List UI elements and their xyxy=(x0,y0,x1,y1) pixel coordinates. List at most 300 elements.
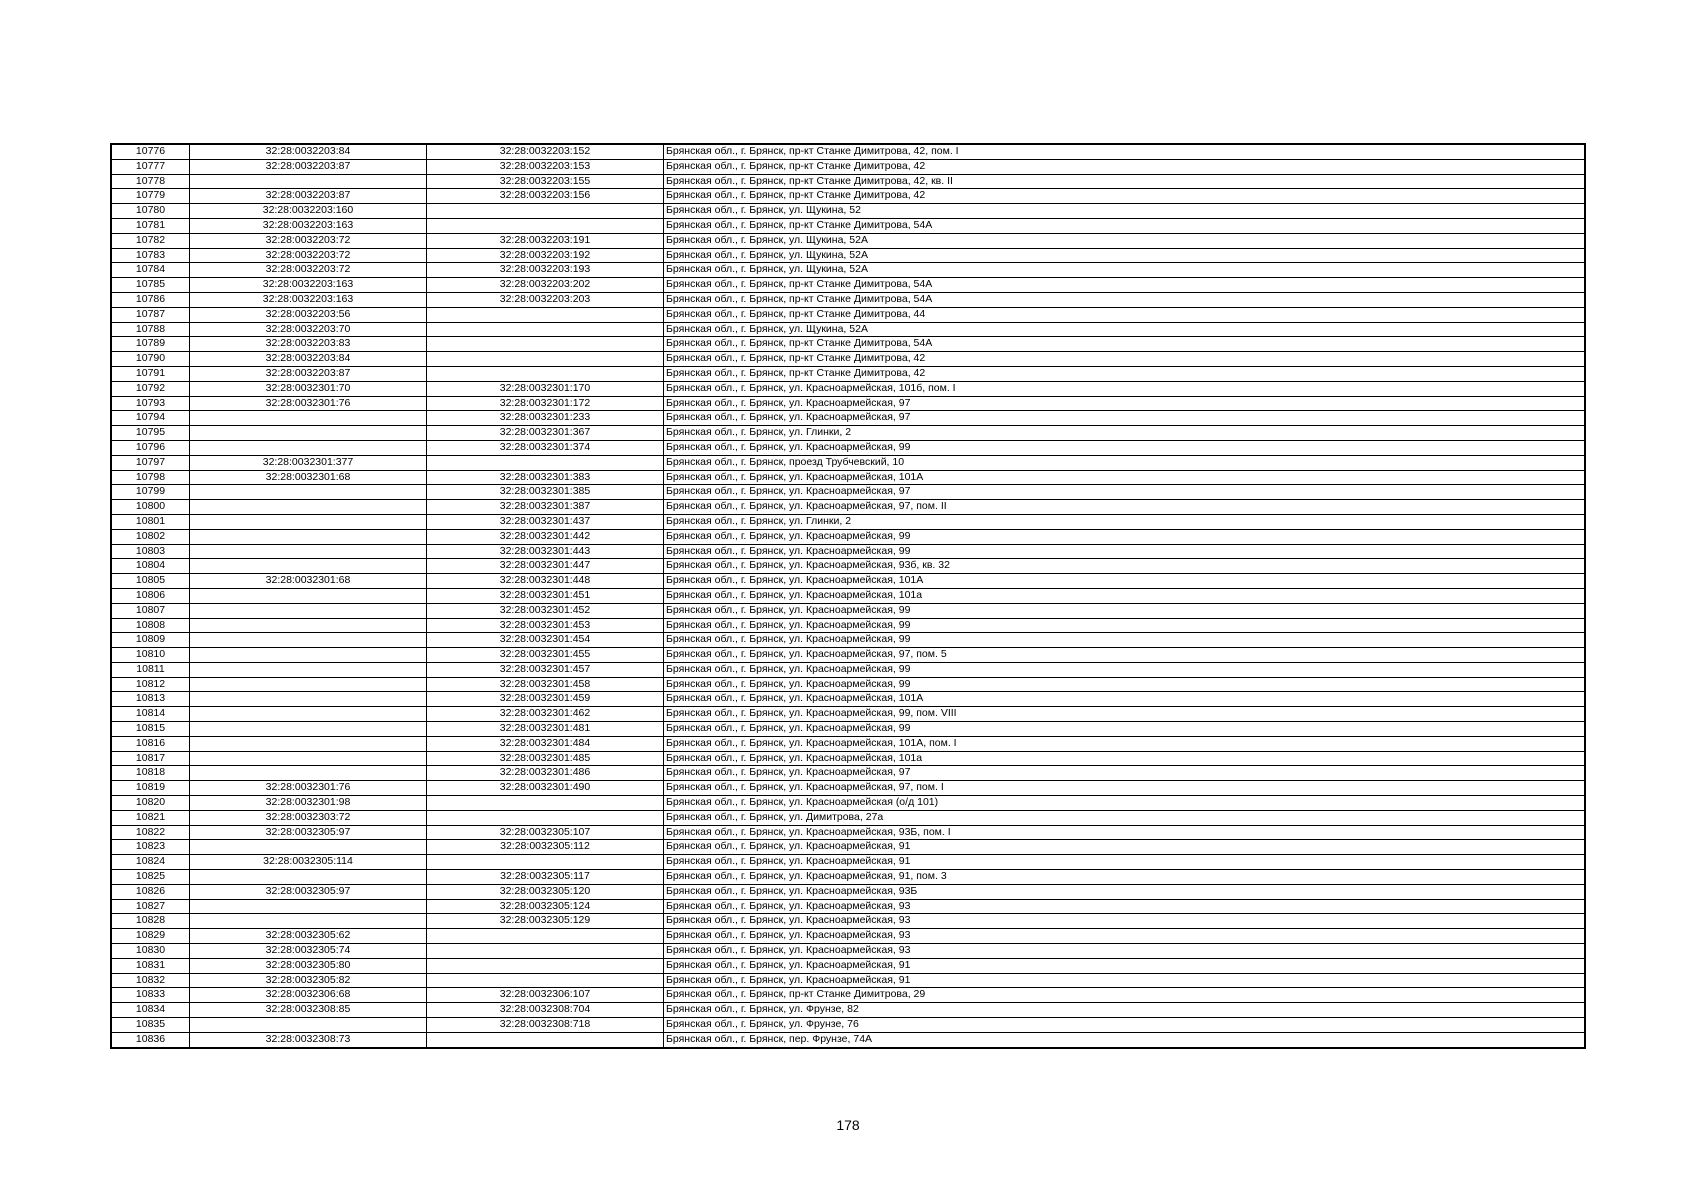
cadastral-number-b-cell: 32:28:0032301:172 xyxy=(427,396,664,411)
cadastral-number-a-cell: 32:28:0032203:72 xyxy=(190,248,427,263)
cadastral-number-a-cell: 32:28:0032306:68 xyxy=(190,988,427,1003)
cadastral-number-a-cell xyxy=(190,559,427,574)
table-row xyxy=(111,944,1585,959)
cadastral-number-a-cell: 32:28:0032203:72 xyxy=(190,233,427,248)
cadastral-number-b-cell: 32:28:0032301:486 xyxy=(427,766,664,781)
row-number-cell: 10804 xyxy=(111,559,190,574)
cadastral-number-b-cell: 32:28:0032308:704 xyxy=(427,1003,664,1018)
cadastral-number-b-cell xyxy=(427,944,664,959)
cadastral-number-b-cell: 32:28:0032305:112 xyxy=(427,840,664,855)
cadastral-number-b-cell xyxy=(427,307,664,322)
row-number-cell: 10782 xyxy=(111,233,190,248)
row-number-cell: 10783 xyxy=(111,248,190,263)
address-cell: Брянская обл., г. Брянск, ул. Красноармейская, 97 xyxy=(664,485,1586,500)
table-body xyxy=(111,144,1585,1048)
table-row xyxy=(111,692,1585,707)
row-number-cell: 10789 xyxy=(111,337,190,352)
address-cell: Брянская обл., г. Брянск, ул. Красноармейская, 97 xyxy=(664,411,1586,426)
table-row xyxy=(111,707,1585,722)
table-row xyxy=(111,159,1585,174)
row-number-cell: 10824 xyxy=(111,855,190,870)
row-number-cell: 10796 xyxy=(111,440,190,455)
cadastral-number-a-cell: 32:28:0032203:83 xyxy=(190,337,427,352)
row-number-cell: 10820 xyxy=(111,796,190,811)
cadastral-number-b-cell: 32:28:0032301:448 xyxy=(427,574,664,589)
cadastral-number-b-cell: 32:28:0032203:153 xyxy=(427,159,664,174)
address-cell: Брянская обл., г. Брянск, ул. Красноармейская, 91 xyxy=(664,958,1586,973)
row-number-cell: 10829 xyxy=(111,929,190,944)
cadastral-number-b-cell: 32:28:0032301:442 xyxy=(427,529,664,544)
address-cell: Брянская обл., г. Брянск, пр-кт Станке Димитрова, 54А xyxy=(664,292,1586,307)
row-number-cell: 10823 xyxy=(111,840,190,855)
cadastral-number-b-cell: 32:28:0032308:718 xyxy=(427,1018,664,1033)
cadastral-number-b-cell xyxy=(427,958,664,973)
address-cell: Брянская обл., г. Брянск, ул. Красноармейская, 97 xyxy=(664,396,1586,411)
cadastral-number-b-cell xyxy=(427,322,664,337)
address-cell: Брянская обл., г. Брянск, ул. Глинки, 2 xyxy=(664,426,1586,441)
cadastral-number-b-cell: 32:28:0032203:203 xyxy=(427,292,664,307)
row-number-cell: 10778 xyxy=(111,174,190,189)
cadastral-number-a-cell xyxy=(190,736,427,751)
row-number-cell: 10821 xyxy=(111,810,190,825)
cadastral-number-b-cell xyxy=(427,218,664,233)
address-cell: Брянская обл., г. Брянск, ул. Глинки, 2 xyxy=(664,514,1586,529)
page-number: 178 xyxy=(836,1117,860,1133)
row-number-cell: 10827 xyxy=(111,899,190,914)
address-cell: Брянская обл., г. Брянск, ул. Щукина, 52А xyxy=(664,263,1586,278)
cadastral-number-b-cell: 32:28:0032301:374 xyxy=(427,440,664,455)
address-cell: Брянская обл., г. Брянск, ул. Красноармейская, 101б, пом. I xyxy=(664,381,1586,396)
row-number-cell: 10819 xyxy=(111,781,190,796)
table-row xyxy=(111,588,1585,603)
row-number-cell: 10806 xyxy=(111,588,190,603)
cadastral-number-b-cell: 32:28:0032301:437 xyxy=(427,514,664,529)
row-number-cell: 10780 xyxy=(111,204,190,219)
row-number-cell: 10816 xyxy=(111,736,190,751)
cadastral-number-a-cell: 32:28:0032301:68 xyxy=(190,470,427,485)
address-cell: Брянская обл., г. Брянск, проезд Трубчевский, 10 xyxy=(664,455,1586,470)
table-row xyxy=(111,278,1585,293)
table-row xyxy=(111,736,1585,751)
cadastral-number-a-cell: 32:28:0032305:82 xyxy=(190,973,427,988)
table-row xyxy=(111,455,1585,470)
table-row xyxy=(111,1003,1585,1018)
address-cell: Брянская обл., г. Брянск, ул. Красноармейская, 91, пом. 3 xyxy=(664,870,1586,885)
row-number-cell: 10777 xyxy=(111,159,190,174)
address-cell: Брянская обл., г. Брянск, ул. Красноармейская, 97, пом. 5 xyxy=(664,648,1586,663)
cadastral-number-a-cell: 32:28:0032203:87 xyxy=(190,189,427,204)
address-cell: Брянская обл., г. Брянск, пр-кт Станке Димитрова, 29 xyxy=(664,988,1586,1003)
table-row xyxy=(111,352,1585,367)
table-row xyxy=(111,840,1585,855)
row-number-cell: 10834 xyxy=(111,1003,190,1018)
table-row xyxy=(111,544,1585,559)
table-row xyxy=(111,307,1585,322)
address-cell: Брянская обл., г. Брянск, ул. Красноармейская, 93 xyxy=(664,914,1586,929)
row-number-cell: 10779 xyxy=(111,189,190,204)
address-cell: Брянская обл., г. Брянск, ул. Щукина, 52А xyxy=(664,322,1586,337)
address-cell: Брянская обл., г. Брянск, ул. Красноармейская, 99, пом. VIII xyxy=(664,707,1586,722)
cadastral-number-a-cell xyxy=(190,544,427,559)
cadastral-number-a-cell: 32:28:0032203:84 xyxy=(190,352,427,367)
cadastral-number-a-cell xyxy=(190,648,427,663)
cadastral-number-b-cell: 32:28:0032305:120 xyxy=(427,884,664,899)
address-cell: Брянская обл., г. Брянск, ул. Фрунзе, 82 xyxy=(664,1003,1586,1018)
table-row xyxy=(111,958,1585,973)
address-cell: Брянская обл., г. Брянск, ул. Щукина, 52 xyxy=(664,204,1586,219)
cadastral-number-b-cell: 32:28:0032301:383 xyxy=(427,470,664,485)
cadastral-table xyxy=(110,143,1586,1049)
table-row xyxy=(111,529,1585,544)
row-number-cell: 10830 xyxy=(111,944,190,959)
row-number-cell: 10811 xyxy=(111,662,190,677)
address-cell: Брянская обл., г. Брянск, ул. Красноармейская, 93Б xyxy=(664,884,1586,899)
row-number-cell: 10807 xyxy=(111,603,190,618)
row-number-cell: 10793 xyxy=(111,396,190,411)
address-cell: Брянская обл., г. Брянск, ул. Щукина, 52А xyxy=(664,248,1586,263)
table-row xyxy=(111,1018,1585,1033)
address-cell: Брянская обл., г. Брянск, ул. Красноармейская, 91 xyxy=(664,973,1586,988)
address-cell: Брянская обл., г. Брянск, пер. Фрунзе, 74А xyxy=(664,1032,1586,1047)
cadastral-number-a-cell: 32:28:0032301:76 xyxy=(190,396,427,411)
row-number-cell: 10818 xyxy=(111,766,190,781)
cadastral-number-a-cell: 32:28:0032305:97 xyxy=(190,825,427,840)
table-row xyxy=(111,914,1585,929)
table-row xyxy=(111,559,1585,574)
address-cell: Брянская обл., г. Брянск, пр-кт Станке Димитрова, 42 xyxy=(664,366,1586,381)
address-cell: Брянская обл., г. Брянск, пр-кт Станке Димитрова, 42 xyxy=(664,189,1586,204)
row-number-cell: 10825 xyxy=(111,870,190,885)
table-row xyxy=(111,574,1585,589)
address-cell: Брянская обл., г. Брянск, ул. Красноармейская, 97, пом. I xyxy=(664,781,1586,796)
address-cell: Брянская обл., г. Брянск, ул. Красноармейская, 99 xyxy=(664,677,1586,692)
cadastral-number-a-cell: 32:28:0032203:163 xyxy=(190,218,427,233)
cadastral-number-a-cell xyxy=(190,529,427,544)
cadastral-number-a-cell xyxy=(190,766,427,781)
cadastral-number-b-cell: 32:28:0032301:385 xyxy=(427,485,664,500)
cadastral-number-b-cell xyxy=(427,204,664,219)
cadastral-number-a-cell: 32:28:0032203:84 xyxy=(190,144,427,159)
row-number-cell: 10817 xyxy=(111,751,190,766)
row-number-cell: 10792 xyxy=(111,381,190,396)
cadastral-number-a-cell xyxy=(190,426,427,441)
cadastral-number-b-cell: 32:28:0032305:117 xyxy=(427,870,664,885)
cadastral-number-a-cell xyxy=(190,722,427,737)
cadastral-number-b-cell xyxy=(427,855,664,870)
cadastral-number-a-cell xyxy=(190,677,427,692)
cadastral-number-b-cell: 32:28:0032301:459 xyxy=(427,692,664,707)
cadastral-number-b-cell: 32:28:0032301:462 xyxy=(427,707,664,722)
cadastral-number-b-cell xyxy=(427,455,664,470)
cadastral-number-a-cell xyxy=(190,500,427,515)
table-row xyxy=(111,337,1585,352)
table-row xyxy=(111,514,1585,529)
address-cell: Брянская обл., г. Брянск, ул. Красноармейская, 99 xyxy=(664,603,1586,618)
address-cell: Брянская обл., г. Брянск, ул. Красноармейская, 93 xyxy=(664,929,1586,944)
address-cell: Брянская обл., г. Брянск, ул. Красноармейская, 101а xyxy=(664,588,1586,603)
cadastral-number-a-cell: 32:28:0032203:70 xyxy=(190,322,427,337)
cadastral-number-a-cell: 32:28:0032203:87 xyxy=(190,366,427,381)
cadastral-number-a-cell: 32:28:0032305:114 xyxy=(190,855,427,870)
table-row xyxy=(111,1032,1585,1047)
table-row xyxy=(111,144,1585,159)
cadastral-number-b-cell: 32:28:0032301:485 xyxy=(427,751,664,766)
address-cell: Брянская обл., г. Брянск, ул. Красноармейская, 99 xyxy=(664,544,1586,559)
address-cell: Брянская обл., г. Брянск, пр-кт Станке Димитрова, 42 xyxy=(664,159,1586,174)
cadastral-number-a-cell: 32:28:0032301:76 xyxy=(190,781,427,796)
table-row xyxy=(111,810,1585,825)
address-cell: Брянская обл., г. Брянск, ул. Красноармейская, 93 xyxy=(664,944,1586,959)
cadastral-number-a-cell xyxy=(190,914,427,929)
row-number-cell: 10795 xyxy=(111,426,190,441)
cadastral-number-b-cell xyxy=(427,929,664,944)
address-cell: Брянская обл., г. Брянск, ул. Красноармейская, 101А xyxy=(664,470,1586,485)
table-row xyxy=(111,204,1585,219)
row-number-cell: 10833 xyxy=(111,988,190,1003)
table-row xyxy=(111,292,1585,307)
address-cell: Брянская обл., г. Брянск, пр-кт Станке Димитрова, 42, пом. I xyxy=(664,144,1586,159)
address-cell: Брянская обл., г. Брянск, ул. Красноармейская, 101а xyxy=(664,751,1586,766)
row-number-cell: 10788 xyxy=(111,322,190,337)
row-number-cell: 10836 xyxy=(111,1032,190,1047)
row-number-cell: 10790 xyxy=(111,352,190,367)
row-number-cell: 10786 xyxy=(111,292,190,307)
cadastral-number-a-cell xyxy=(190,707,427,722)
row-number-cell: 10812 xyxy=(111,677,190,692)
table-row xyxy=(111,322,1585,337)
cadastral-number-a-cell: 32:28:0032305:97 xyxy=(190,884,427,899)
cadastral-number-b-cell: 32:28:0032301:387 xyxy=(427,500,664,515)
cadastral-number-b-cell xyxy=(427,337,664,352)
cadastral-number-a-cell: 32:28:0032305:74 xyxy=(190,944,427,959)
address-cell: Брянская обл., г. Брянск, ул. Красноармейская, 99 xyxy=(664,633,1586,648)
address-cell: Брянская обл., г. Брянск, пр-кт Станке Димитрова, 54А xyxy=(664,337,1586,352)
cadastral-number-b-cell: 32:28:0032203:191 xyxy=(427,233,664,248)
table-row xyxy=(111,633,1585,648)
row-number-cell: 10835 xyxy=(111,1018,190,1033)
address-cell: Брянская обл., г. Брянск, ул. Красноармейская, 97 xyxy=(664,766,1586,781)
address-cell: Брянская обл., г. Брянск, пр-кт Станке Димитрова, 54А xyxy=(664,278,1586,293)
address-cell: Брянская обл., г. Брянск, пр-кт Станке Димитрова, 54А xyxy=(664,218,1586,233)
cadastral-number-b-cell: 32:28:0032301:447 xyxy=(427,559,664,574)
cadastral-number-b-cell: 32:28:0032301:454 xyxy=(427,633,664,648)
row-number-cell: 10803 xyxy=(111,544,190,559)
cadastral-number-a-cell: 32:28:0032203:163 xyxy=(190,292,427,307)
row-number-cell: 10814 xyxy=(111,707,190,722)
address-cell: Брянская обл., г. Брянск, ул. Щукина, 52А xyxy=(664,233,1586,248)
table-row xyxy=(111,988,1585,1003)
cadastral-number-a-cell: 32:28:0032301:377 xyxy=(190,455,427,470)
address-cell: Брянская обл., г. Брянск, ул. Красноармейская, 93Б, пом. I xyxy=(664,825,1586,840)
row-number-cell: 10808 xyxy=(111,618,190,633)
cadastral-number-a-cell: 32:28:0032308:73 xyxy=(190,1032,427,1047)
cadastral-number-a-cell xyxy=(190,751,427,766)
table-row xyxy=(111,855,1585,870)
cadastral-number-b-cell: 32:28:0032301:170 xyxy=(427,381,664,396)
cadastral-number-b-cell: 32:28:0032305:107 xyxy=(427,825,664,840)
table-row xyxy=(111,973,1585,988)
table-row xyxy=(111,884,1585,899)
row-number-cell: 10800 xyxy=(111,500,190,515)
row-number-cell: 10810 xyxy=(111,648,190,663)
cadastral-number-a-cell xyxy=(190,588,427,603)
address-cell: Брянская обл., г. Брянск, ул. Красноармейская, 101А xyxy=(664,574,1586,589)
address-cell: Брянская обл., г. Брянск, пр-кт Станке Димитрова, 42 xyxy=(664,352,1586,367)
address-cell: Брянская обл., г. Брянск, ул. Красноармейская, 99 xyxy=(664,529,1586,544)
table-row xyxy=(111,899,1585,914)
address-cell: Брянская обл., г. Брянск, ул. Красноармейская, 91 xyxy=(664,840,1586,855)
cadastral-number-b-cell: 32:28:0032306:107 xyxy=(427,988,664,1003)
table-row xyxy=(111,218,1585,233)
cadastral-number-a-cell xyxy=(190,1018,427,1033)
row-number-cell: 10832 xyxy=(111,973,190,988)
cadastral-number-a-cell xyxy=(190,692,427,707)
row-number-cell: 10798 xyxy=(111,470,190,485)
table-row xyxy=(111,825,1585,840)
address-cell: Брянская обл., г. Брянск, ул. Красноармейская, 99 xyxy=(664,618,1586,633)
address-cell: Брянская обл., г. Брянск, ул. Красноармейская, 93б, кв. 32 xyxy=(664,559,1586,574)
cadastral-number-a-cell: 32:28:0032301:68 xyxy=(190,574,427,589)
table-row xyxy=(111,870,1585,885)
address-cell: Брянская обл., г. Брянск, ул. Красноармейская, 101А xyxy=(664,692,1586,707)
cadastral-number-a-cell: 32:28:0032303:72 xyxy=(190,810,427,825)
address-cell: Брянская обл., г. Брянск, пр-кт Станке Димитрова, 42, кв. II xyxy=(664,174,1586,189)
cadastral-number-a-cell: 32:28:0032308:85 xyxy=(190,1003,427,1018)
cadastral-number-b-cell: 32:28:0032305:124 xyxy=(427,899,664,914)
cadastral-number-b-cell: 32:28:0032301:452 xyxy=(427,603,664,618)
address-cell: Брянская обл., г. Брянск, ул. Димитрова, 27а xyxy=(664,810,1586,825)
table-row xyxy=(111,796,1585,811)
cadastral-number-b-cell: 32:28:0032301:443 xyxy=(427,544,664,559)
cadastral-number-a-cell xyxy=(190,840,427,855)
table-row xyxy=(111,396,1585,411)
row-number-cell: 10831 xyxy=(111,958,190,973)
cadastral-number-a-cell xyxy=(190,174,427,189)
cadastral-number-b-cell: 32:28:0032203:155 xyxy=(427,174,664,189)
table-row xyxy=(111,662,1585,677)
address-cell: Брянская обл., г. Брянск, ул. Фрунзе, 76 xyxy=(664,1018,1586,1033)
cadastral-number-b-cell: 32:28:0032203:152 xyxy=(427,144,664,159)
row-number-cell: 10828 xyxy=(111,914,190,929)
row-number-cell: 10781 xyxy=(111,218,190,233)
row-number-cell: 10787 xyxy=(111,307,190,322)
cadastral-number-b-cell: 32:28:0032301:481 xyxy=(427,722,664,737)
cadastral-number-a-cell xyxy=(190,514,427,529)
cadastral-number-b-cell: 32:28:0032301:233 xyxy=(427,411,664,426)
table-row xyxy=(111,470,1585,485)
cadastral-number-a-cell xyxy=(190,411,427,426)
table-row xyxy=(111,411,1585,426)
table-row xyxy=(111,233,1585,248)
row-number-cell: 10784 xyxy=(111,263,190,278)
row-number-cell: 10805 xyxy=(111,574,190,589)
table-row xyxy=(111,426,1585,441)
row-number-cell: 10815 xyxy=(111,722,190,737)
row-number-cell: 10776 xyxy=(111,144,190,159)
table-row xyxy=(111,381,1585,396)
cadastral-number-a-cell: 32:28:0032203:160 xyxy=(190,204,427,219)
cadastral-number-b-cell xyxy=(427,366,664,381)
table-row xyxy=(111,781,1585,796)
cadastral-number-b-cell xyxy=(427,1032,664,1047)
cadastral-number-a-cell xyxy=(190,899,427,914)
cadastral-number-b-cell: 32:28:0032301:458 xyxy=(427,677,664,692)
cadastral-number-b-cell xyxy=(427,973,664,988)
cadastral-number-b-cell: 32:28:0032203:192 xyxy=(427,248,664,263)
cadastral-number-b-cell xyxy=(427,352,664,367)
row-number-cell: 10794 xyxy=(111,411,190,426)
cadastral-number-a-cell: 32:28:0032301:98 xyxy=(190,796,427,811)
cadastral-number-a-cell xyxy=(190,440,427,455)
cadastral-number-a-cell xyxy=(190,485,427,500)
address-cell: Брянская обл., г. Брянск, ул. Красноармейская, 97, пом. II xyxy=(664,500,1586,515)
address-cell: Брянская обл., г. Брянск, ул. Красноармейская, 99 xyxy=(664,722,1586,737)
cadastral-number-b-cell xyxy=(427,810,664,825)
cadastral-number-b-cell: 32:28:0032301:490 xyxy=(427,781,664,796)
cadastral-number-b-cell: 32:28:0032203:202 xyxy=(427,278,664,293)
table-row xyxy=(111,440,1585,455)
cadastral-number-b-cell: 32:28:0032301:457 xyxy=(427,662,664,677)
cadastral-number-a-cell: 32:28:0032203:87 xyxy=(190,159,427,174)
table-row xyxy=(111,500,1585,515)
cadastral-number-a-cell xyxy=(190,870,427,885)
cadastral-number-b-cell: 32:28:0032301:451 xyxy=(427,588,664,603)
cadastral-number-a-cell xyxy=(190,618,427,633)
cadastral-number-a-cell: 32:28:0032203:72 xyxy=(190,263,427,278)
cadastral-number-b-cell: 32:28:0032301:367 xyxy=(427,426,664,441)
table-row xyxy=(111,766,1585,781)
address-cell: Брянская обл., г. Брянск, ул. Красноармейская, 93 xyxy=(664,899,1586,914)
cadastral-number-a-cell xyxy=(190,633,427,648)
table-row xyxy=(111,248,1585,263)
row-number-cell: 10785 xyxy=(111,278,190,293)
cadastral-number-a-cell xyxy=(190,603,427,618)
row-number-cell: 10801 xyxy=(111,514,190,529)
cadastral-number-a-cell xyxy=(190,662,427,677)
address-cell: Брянская обл., г. Брянск, пр-кт Станке Димитрова, 44 xyxy=(664,307,1586,322)
cadastral-number-b-cell xyxy=(427,796,664,811)
address-cell: Брянская обл., г. Брянск, ул. Красноармейская, 101А, пом. I xyxy=(664,736,1586,751)
row-number-cell: 10813 xyxy=(111,692,190,707)
cadastral-number-a-cell: 32:28:0032301:70 xyxy=(190,381,427,396)
cadastral-number-a-cell: 32:28:0032203:56 xyxy=(190,307,427,322)
cadastral-number-a-cell: 32:28:0032305:80 xyxy=(190,958,427,973)
table-row xyxy=(111,485,1585,500)
address-cell: Брянская обл., г. Брянск, ул. Красноармейская (о/д 101) xyxy=(664,796,1586,811)
table-row xyxy=(111,366,1585,381)
cadastral-number-b-cell: 32:28:0032301:455 xyxy=(427,648,664,663)
table-row xyxy=(111,677,1585,692)
table-row xyxy=(111,648,1585,663)
table-row xyxy=(111,929,1585,944)
row-number-cell: 10802 xyxy=(111,529,190,544)
cadastral-number-a-cell: 32:28:0032203:163 xyxy=(190,278,427,293)
cadastral-number-b-cell: 32:28:0032301:484 xyxy=(427,736,664,751)
table-row xyxy=(111,751,1585,766)
table-row xyxy=(111,174,1585,189)
table-row xyxy=(111,618,1585,633)
address-cell: Брянская обл., г. Брянск, ул. Красноармейская, 99 xyxy=(664,662,1586,677)
row-number-cell: 10822 xyxy=(111,825,190,840)
row-number-cell: 10799 xyxy=(111,485,190,500)
row-number-cell: 10826 xyxy=(111,884,190,899)
table-row xyxy=(111,263,1585,278)
row-number-cell: 10809 xyxy=(111,633,190,648)
cadastral-number-b-cell: 32:28:0032301:453 xyxy=(427,618,664,633)
table-row xyxy=(111,189,1585,204)
cadastral-number-b-cell: 32:28:0032305:129 xyxy=(427,914,664,929)
cadastral-number-b-cell: 32:28:0032203:156 xyxy=(427,189,664,204)
